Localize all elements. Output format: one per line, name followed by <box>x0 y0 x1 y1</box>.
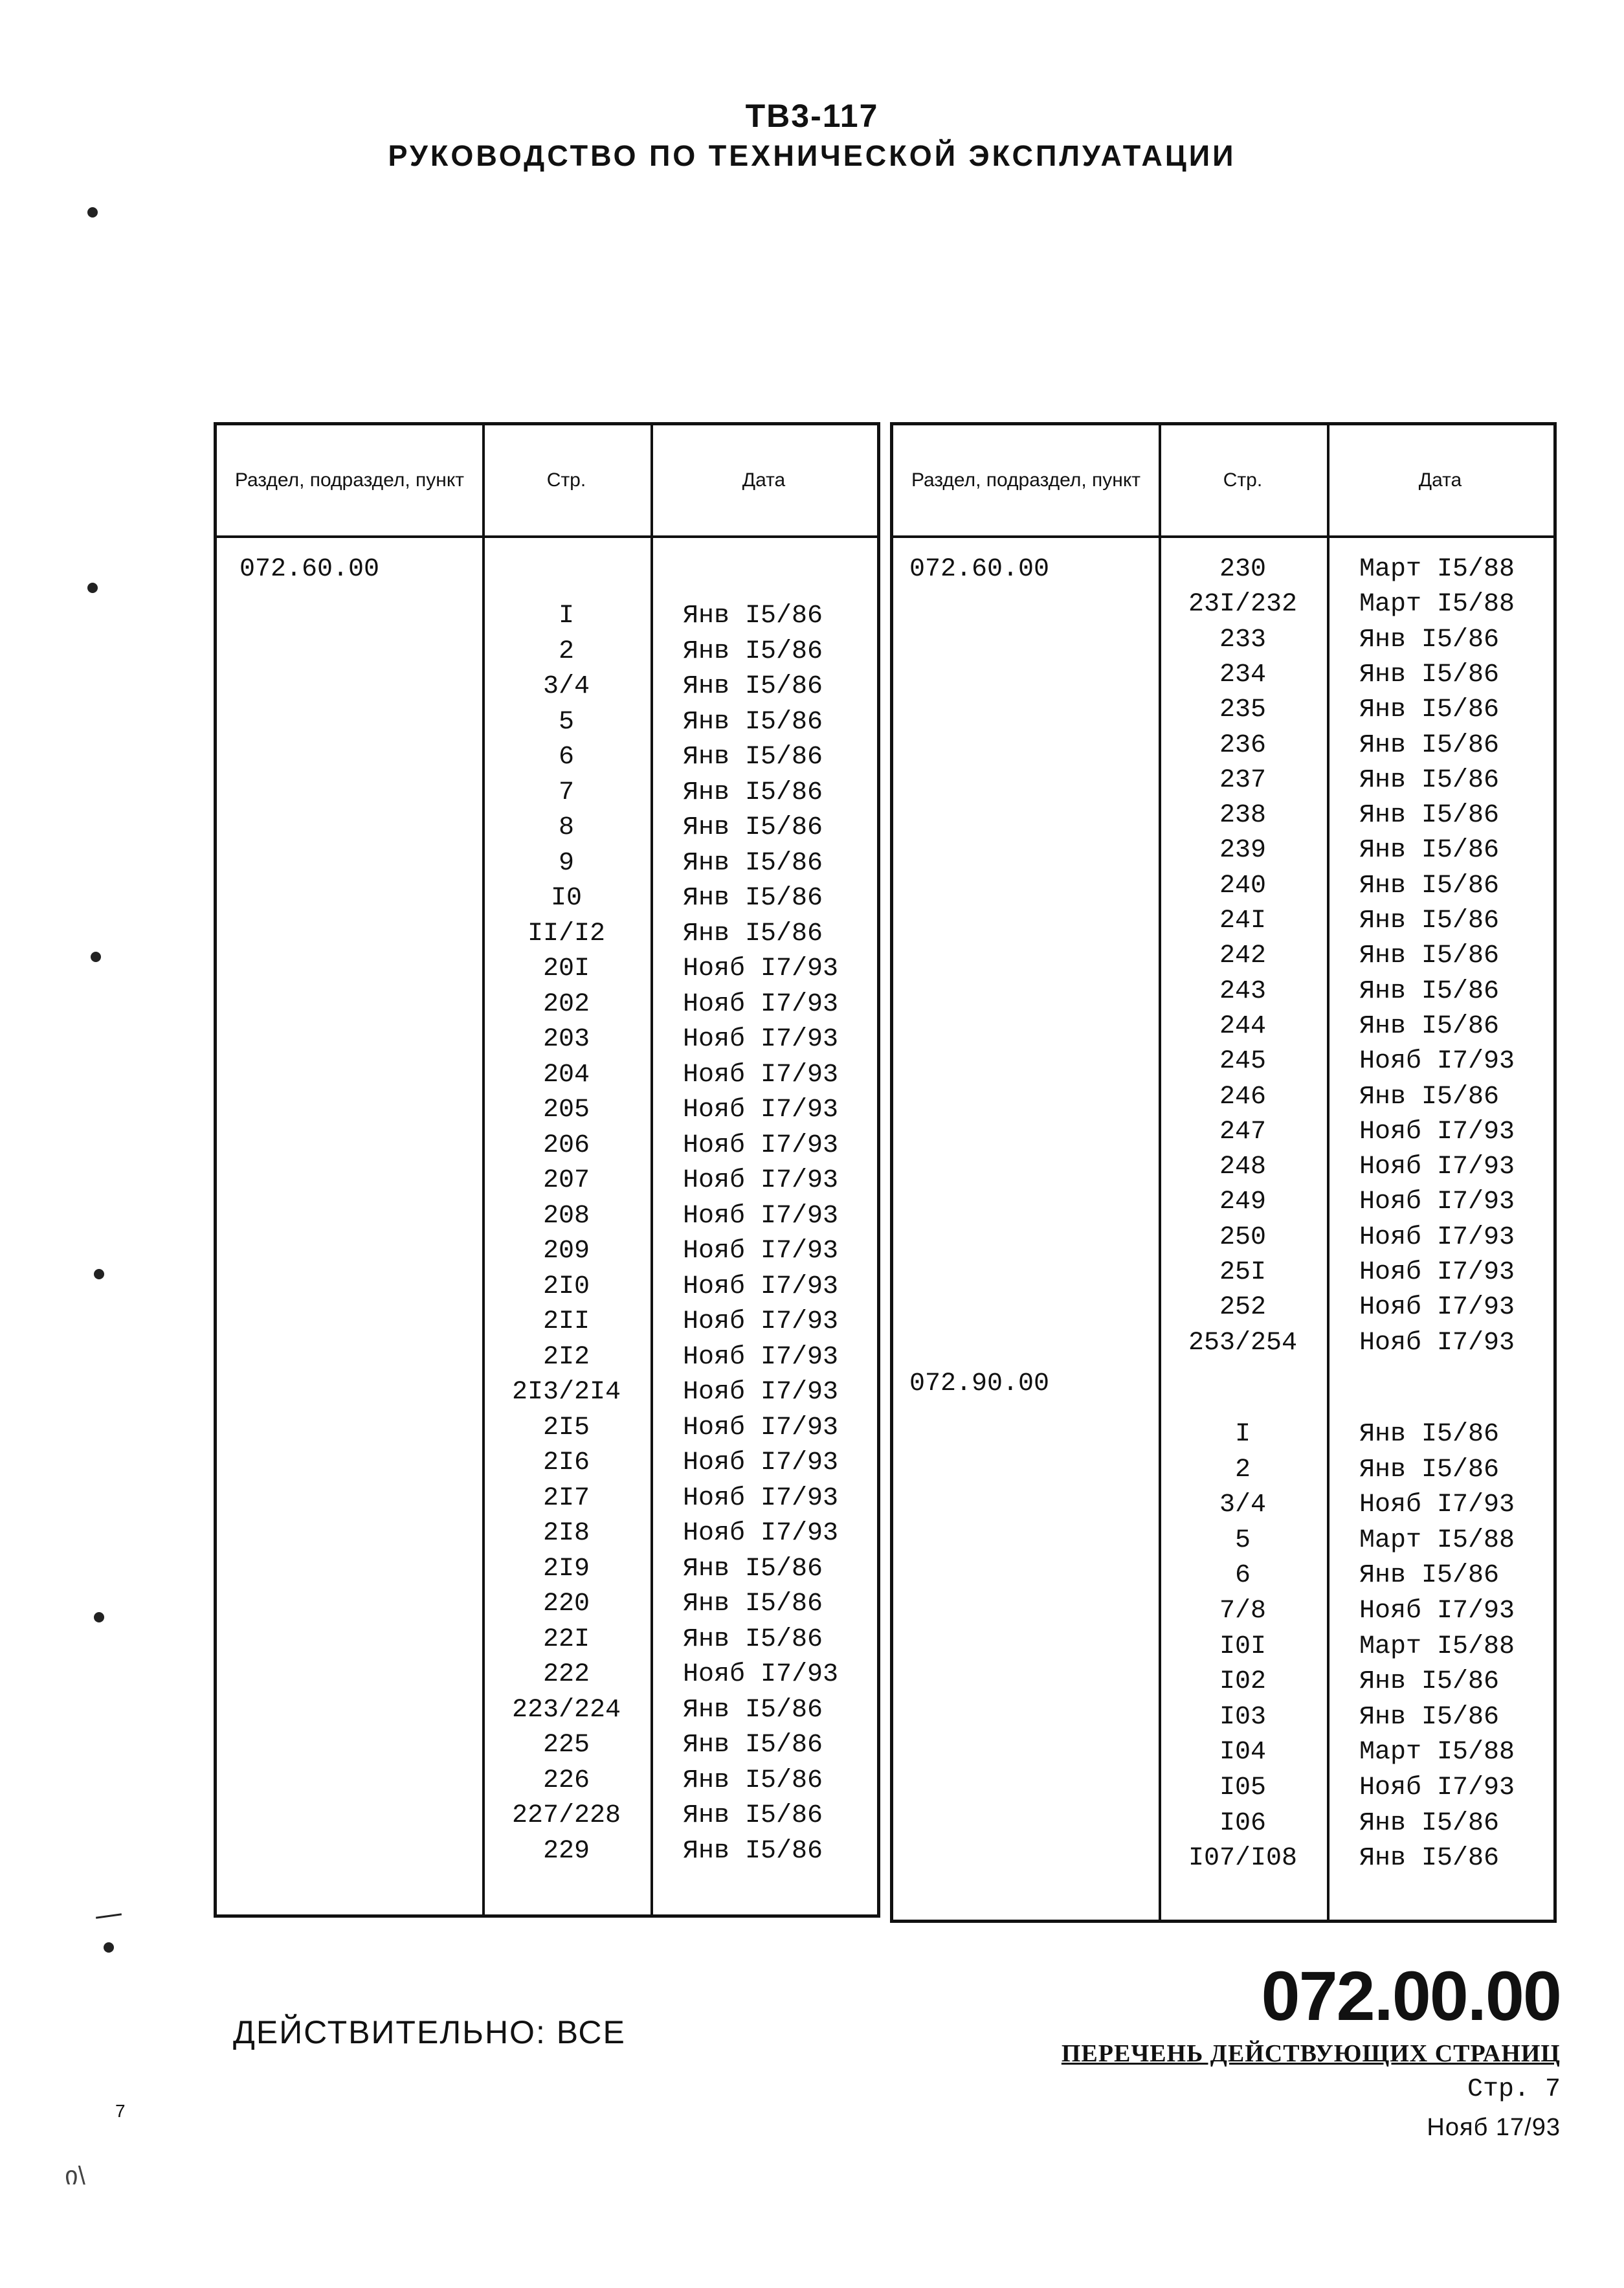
table-row <box>893 590 1553 625</box>
page-cell: 237 <box>1219 765 1266 795</box>
page-cell: I06 <box>1219 1808 1266 1838</box>
table-row <box>893 1667 1553 1702</box>
date-cell: Нояб I7/93 <box>683 1201 839 1231</box>
page-cell: 23I/232 <box>1188 590 1298 620</box>
punch-hole-dot <box>94 1269 104 1279</box>
date-cell: Янв I5/86 <box>683 1766 823 1795</box>
table-row <box>893 1117 1553 1152</box>
table-row <box>893 1329 1553 1363</box>
page-cell: I <box>1234 1420 1251 1449</box>
page-cell: 2 <box>1234 1455 1251 1485</box>
table-row <box>893 1223 1553 1258</box>
table-row <box>893 1632 1553 1667</box>
page-cell: 205 <box>542 1095 590 1125</box>
page-cell: 225 <box>542 1731 590 1760</box>
table-row <box>893 625 1553 660</box>
table-row <box>217 708 877 743</box>
page-cell: 2I0 <box>542 1272 590 1301</box>
table-row <box>893 1258 1553 1293</box>
date-cell: Янв I5/86 <box>1359 1455 1500 1485</box>
date-cell: Янв I5/86 <box>683 1801 823 1830</box>
punch-hole-dot <box>94 1612 104 1622</box>
table-row <box>893 1773 1553 1808</box>
date-cell: Нояб I7/93 <box>1359 1490 1515 1520</box>
date-cell: Нояб I7/93 <box>683 1448 839 1477</box>
page-cell: 5 <box>558 707 574 737</box>
date-cell: Март I5/88 <box>1359 1632 1515 1661</box>
table-row <box>893 977 1553 1012</box>
date-cell: Янв I5/86 <box>683 743 823 772</box>
column-header-page: Стр. <box>1223 469 1263 491</box>
table-row <box>217 1766 877 1801</box>
page-cell: 9 <box>558 848 574 878</box>
table-row <box>217 990 877 1025</box>
date-cell: Янв I5/86 <box>1359 836 1500 866</box>
page-cell: 3/4 <box>1219 1490 1266 1520</box>
table-row <box>217 1307 877 1342</box>
page-cell: 230 <box>1219 555 1266 584</box>
page-cell: 6 <box>558 743 574 772</box>
date-cell: Янв I5/86 <box>1359 695 1500 725</box>
page-cell: I04 <box>1219 1738 1266 1767</box>
page-cell: 248 <box>1219 1152 1266 1182</box>
table-row <box>217 1696 877 1731</box>
page-cell: II/I2 <box>527 919 606 948</box>
table-row <box>893 1490 1553 1525</box>
chapter-subtitle: ПЕРЕЧЕНЬ ДЕЙСТВУЮЩИХ СТРАНИЦ <box>1061 2040 1561 2067</box>
page-cell: 208 <box>542 1201 590 1231</box>
date-cell: Нояб I7/93 <box>683 1413 839 1442</box>
table-row <box>217 1166 877 1201</box>
table-row <box>217 1801 877 1836</box>
page-cell: 24I <box>1219 906 1266 936</box>
date-cell: Янв I5/86 <box>1359 1561 1500 1591</box>
date-cell: Март I5/88 <box>1359 555 1515 584</box>
right-pages-table <box>890 422 1557 1923</box>
page-cell: 6 <box>1234 1561 1251 1591</box>
table-row <box>893 1012 1553 1047</box>
page-cell: 2I3/2I4 <box>511 1378 621 1407</box>
table-row <box>217 1660 877 1695</box>
date-cell: Янв I5/86 <box>683 919 823 948</box>
date-cell: Нояб I7/93 <box>683 1378 839 1407</box>
date-cell: Янв I5/86 <box>1359 941 1500 971</box>
column-header-date: Дата <box>1418 469 1462 491</box>
table-row <box>217 954 877 989</box>
punch-hole-dot <box>87 583 98 593</box>
table-row <box>893 1844 1553 1879</box>
page-cell: 250 <box>1219 1222 1266 1252</box>
date-cell: Нояб I7/93 <box>683 1130 839 1160</box>
page-cell: 2II <box>542 1307 590 1336</box>
table-row <box>217 1625 877 1660</box>
section-code: 072.60.00 <box>909 555 1050 584</box>
date-cell: Янв I5/86 <box>1359 765 1500 795</box>
page-cell: 7 <box>558 778 574 807</box>
date-cell: Янв I5/86 <box>683 813 823 842</box>
left-pages-table <box>214 422 880 1918</box>
page-cell: 2I2 <box>542 1342 590 1372</box>
page-cell: 209 <box>542 1237 590 1266</box>
page-cell: 20I <box>542 954 590 983</box>
page-cell: 246 <box>1219 1082 1266 1112</box>
column-header-section: Раздел, подраздел, пункт <box>234 469 465 491</box>
date-cell: Нояб I7/93 <box>683 1342 839 1372</box>
date-cell: Нояб I7/93 <box>683 954 839 983</box>
page-cell: 253/254 <box>1188 1328 1298 1358</box>
page-cell: 247 <box>1219 1117 1266 1147</box>
page-cell: 249 <box>1219 1187 1266 1217</box>
page-cell: 25I <box>1219 1258 1266 1287</box>
date-cell: Нояб I7/93 <box>683 1483 839 1513</box>
table-row <box>893 1561 1553 1596</box>
table-row <box>217 1448 877 1483</box>
column-header-date: Дата <box>742 469 786 491</box>
date-cell: Янв I5/86 <box>1359 1808 1500 1838</box>
table-row <box>893 695 1553 730</box>
margin-mark <box>96 1913 122 1919</box>
table-row <box>217 1554 877 1589</box>
table-row <box>217 637 877 672</box>
table-row <box>217 1589 877 1624</box>
page-cell: 8 <box>558 813 574 842</box>
page-number: Стр. 7 <box>1467 2075 1561 2104</box>
table-row <box>217 1378 877 1413</box>
page-cell: 22I <box>542 1624 590 1654</box>
table-row <box>893 1455 1553 1490</box>
table-row <box>217 1519 877 1554</box>
table-row <box>893 555 1553 590</box>
table-row <box>893 1082 1553 1117</box>
page-cell: 233 <box>1219 625 1266 655</box>
page-cell: 234 <box>1219 660 1266 690</box>
date-cell: Янв I5/86 <box>683 1695 823 1725</box>
page-cell: 207 <box>542 1166 590 1195</box>
page-cell: 226 <box>542 1766 590 1795</box>
date-cell: Нояб I7/93 <box>1359 1293 1515 1323</box>
date-cell: Нояб I7/93 <box>1359 1047 1515 1077</box>
date-cell: Янв I5/86 <box>1359 1702 1500 1732</box>
date-cell: Янв I5/86 <box>683 1836 823 1866</box>
table-row <box>217 1413 877 1448</box>
date-cell: Март I5/88 <box>1359 1525 1515 1555</box>
section-code: 072.60.00 <box>239 555 380 584</box>
section-code: 072.90.00 <box>909 1369 1050 1398</box>
table-row <box>217 1237 877 1272</box>
punch-hole-dot <box>91 952 101 962</box>
date-cell: Янв I5/86 <box>1359 871 1500 901</box>
page-cell: 5 <box>1234 1525 1251 1555</box>
table-row <box>893 1597 1553 1632</box>
page-cell: 252 <box>1219 1293 1266 1323</box>
page-cell: 203 <box>542 1025 590 1054</box>
table-row <box>217 1837 877 1872</box>
date-cell: Янв I5/86 <box>683 778 823 807</box>
table-row <box>217 1202 877 1237</box>
date-cell: Нояб I7/93 <box>683 1660 839 1689</box>
table-row <box>217 1731 877 1766</box>
date-cell: Янв I5/86 <box>683 884 823 913</box>
date-cell: Янв I5/86 <box>1359 1667 1500 1697</box>
date-cell: Март I5/88 <box>1359 590 1515 620</box>
page-cell: 222 <box>542 1660 590 1689</box>
date-cell: Нояб I7/93 <box>683 1166 839 1195</box>
page-cell: 236 <box>1219 730 1266 760</box>
table-row <box>217 1343 877 1378</box>
date-cell: Янв I5/86 <box>683 1589 823 1619</box>
date-cell: Янв I5/86 <box>683 1624 823 1654</box>
date-cell: Янв I5/86 <box>1359 1420 1500 1449</box>
page-cell: 2I8 <box>542 1519 590 1548</box>
date-cell: Янв I5/86 <box>1359 1844 1500 1874</box>
table-row <box>893 1526 1553 1561</box>
date-cell: Янв I5/86 <box>1359 660 1500 690</box>
date-cell: Нояб I7/93 <box>683 1519 839 1548</box>
table-row <box>893 1738 1553 1773</box>
table-row <box>893 731 1553 766</box>
table-row <box>217 1131 877 1166</box>
table-row <box>217 778 877 813</box>
table-row <box>217 884 877 919</box>
date-cell: Янв I5/86 <box>1359 730 1500 760</box>
page-cell: 2I9 <box>542 1554 590 1584</box>
page-cell: 245 <box>1219 1047 1266 1077</box>
document-model: ТВ3-117 <box>745 98 879 134</box>
table-row <box>893 1047 1553 1082</box>
page-cell: I07/I08 <box>1188 1844 1298 1874</box>
date-cell: Нояб I7/93 <box>1359 1773 1515 1802</box>
date-cell: Нояб I7/93 <box>1359 1258 1515 1287</box>
page-cell: I02 <box>1219 1667 1266 1697</box>
column-header-section: Раздел, подраздел, пункт <box>911 469 1141 491</box>
table-row <box>217 1095 877 1130</box>
page-cell: 2I7 <box>542 1483 590 1513</box>
table-row <box>217 1484 877 1519</box>
table-row <box>217 743 877 778</box>
table-row <box>217 919 877 954</box>
page-cell: I <box>558 601 574 631</box>
date-cell: Янв I5/86 <box>683 636 823 666</box>
table-row <box>893 1420 1553 1455</box>
date-cell: Нояб I7/93 <box>683 1025 839 1054</box>
date-cell: Нояб I7/93 <box>683 1237 839 1266</box>
page-cell: 206 <box>542 1130 590 1160</box>
column-header-page: Стр. <box>546 469 586 491</box>
date-cell: Нояб I7/93 <box>1359 1187 1515 1217</box>
date-cell: Нояб I7/93 <box>1359 1117 1515 1147</box>
validity-note: ДЕЙСТВИТЕЛЬНО: ВСЕ <box>233 2014 626 2050</box>
page-cell: 202 <box>542 989 590 1019</box>
page-cell: 223/224 <box>511 1695 621 1725</box>
page-cell: 243 <box>1219 976 1266 1006</box>
page-cell: I0 <box>550 884 582 913</box>
date-cell: Нояб I7/93 <box>1359 1152 1515 1182</box>
date-cell: Янв I5/86 <box>683 848 823 878</box>
table-row <box>893 660 1553 695</box>
page-cell: 7/8 <box>1219 1597 1266 1626</box>
chapter-code: 072.00.00 <box>1261 1957 1561 2035</box>
date-cell: Янв I5/86 <box>1359 801 1500 831</box>
date-cell: Янв I5/86 <box>683 672 823 701</box>
table-row <box>893 871 1553 906</box>
date-cell: Янв I5/86 <box>683 601 823 631</box>
date-cell: Янв I5/86 <box>1359 625 1500 655</box>
table-row <box>217 849 877 884</box>
date-cell: Янв I5/86 <box>1359 906 1500 936</box>
page-cell: 235 <box>1219 695 1266 725</box>
date-cell: Нояб I7/93 <box>1359 1222 1515 1252</box>
date-cell: Нояб I7/93 <box>683 1272 839 1301</box>
page-cell: 3/4 <box>542 672 590 701</box>
date-cell: Янв I5/86 <box>1359 1011 1500 1041</box>
handwritten-mark: ი\ <box>65 2162 85 2190</box>
table-row <box>893 766 1553 801</box>
page-cell: 2I6 <box>542 1448 590 1477</box>
date-cell: Нояб I7/93 <box>683 1060 839 1090</box>
page-cell: 2I5 <box>542 1413 590 1442</box>
punch-hole-dot <box>87 207 98 218</box>
page-cell: 242 <box>1219 941 1266 971</box>
margin-number: 7 <box>115 2101 126 2121</box>
date-cell: Нояб I7/93 <box>1359 1328 1515 1358</box>
table-row <box>217 1272 877 1307</box>
table-row <box>217 813 877 848</box>
page-cell: I03 <box>1219 1702 1266 1732</box>
page-cell: 238 <box>1219 801 1266 831</box>
page-cell: 239 <box>1219 836 1266 866</box>
date-cell: Нояб I7/93 <box>683 1307 839 1336</box>
date-cell: Янв I5/86 <box>683 1554 823 1584</box>
date-cell: Нояб I7/93 <box>683 989 839 1019</box>
page-cell: 220 <box>542 1589 590 1619</box>
page-cell: 227/228 <box>511 1801 621 1830</box>
page-cell: 244 <box>1219 1011 1266 1041</box>
page-cell: 229 <box>542 1836 590 1866</box>
date-cell: Нояб I7/93 <box>1359 1597 1515 1626</box>
page-cell: I05 <box>1219 1773 1266 1802</box>
table-row <box>217 601 877 636</box>
table-row <box>893 1187 1553 1222</box>
date-cell: Янв I5/86 <box>683 1731 823 1760</box>
page-date: Нояб 17/93 <box>1427 2114 1561 2141</box>
page-cell: 240 <box>1219 871 1266 901</box>
punch-hole-dot <box>104 1942 114 1953</box>
date-cell: Нояб I7/93 <box>683 1095 839 1125</box>
table-row <box>217 672 877 707</box>
page-cell: I0I <box>1219 1632 1266 1661</box>
table-row <box>893 941 1553 976</box>
table-row <box>893 1152 1553 1187</box>
date-cell: Март I5/88 <box>1359 1738 1515 1767</box>
table-row <box>893 906 1553 941</box>
table-row <box>893 1809 1553 1844</box>
table-row <box>893 801 1553 836</box>
date-cell: Янв I5/86 <box>683 707 823 737</box>
date-cell: Янв I5/86 <box>1359 1082 1500 1112</box>
date-cell: Янв I5/86 <box>1359 976 1500 1006</box>
table-row <box>893 1703 1553 1738</box>
table-row <box>893 1293 1553 1328</box>
page-cell: 2 <box>558 636 574 666</box>
page-cell: 204 <box>542 1060 590 1090</box>
table-row <box>893 836 1553 871</box>
table-row <box>217 1025 877 1060</box>
document-title: РУКОВОДСТВО ПО ТЕХНИЧЕСКОЙ ЭКСПЛУАТАЦИИ <box>388 139 1236 172</box>
table-row <box>217 1060 877 1095</box>
